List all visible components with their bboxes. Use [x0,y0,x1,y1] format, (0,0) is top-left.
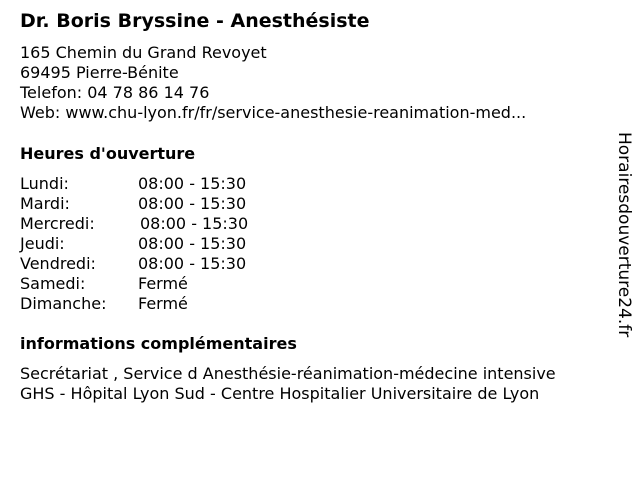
page-title: Dr. Boris Bryssine - Anesthésiste [20,10,370,32]
phone-number: Telefon: 04 78 86 14 76 [20,83,210,102]
hours-row-monday [20,174,420,194]
time-value: 08:00 - 15:30 [138,254,247,273]
hours-row-wednesday [20,214,420,234]
address-block [20,43,526,123]
hours-row-sunday [20,294,420,314]
opening-hours-table [20,174,420,314]
city-postal: 69495 Pierre-Bénite [20,63,179,82]
hours-row-friday [20,254,420,274]
time-value: Fermé [138,274,188,293]
additional-info [20,364,556,404]
day-label: Dimanche: [20,294,107,313]
hours-row-tuesday [20,194,420,214]
time-value: 08:00 - 15:30 [138,234,247,253]
time-value: Fermé [138,294,188,313]
hours-row-thursday [20,234,420,254]
day-label: Lundi: [20,174,69,193]
day-label: Samedi: [20,274,86,293]
hours-row-saturday [20,274,420,294]
info-line: Secrétariat , Service d Anesthésie-réanimation-médecine intensive [20,364,556,383]
day-label: Mercredi: [20,214,95,233]
time-value: 08:00 - 15:30 [138,174,247,193]
brand-text: Horairesdouverture24.fr [614,132,634,338]
time-value: 08:00 - 15:30 [138,194,247,213]
hours-heading: Heures d'ouverture [20,144,196,163]
time-value: 08:00 - 15:30 [140,214,249,233]
day-label: Jeudi: [20,234,65,253]
info-line: GHS - Hôpital Lyon Sud - Centre Hospitalier Universitaire de Lyon [20,384,540,403]
day-label: Mardi: [20,194,70,213]
street-address: 165 Chemin du Grand Revoyet [20,43,267,62]
brand-watermark [612,132,636,346]
info-heading: informations complémentaires [20,334,297,353]
website-link[interactable]: Web: www.chu-lyon.fr/fr/service-anesthesie-reanimation-med... [20,103,527,122]
day-label: Vendredi: [20,254,96,273]
